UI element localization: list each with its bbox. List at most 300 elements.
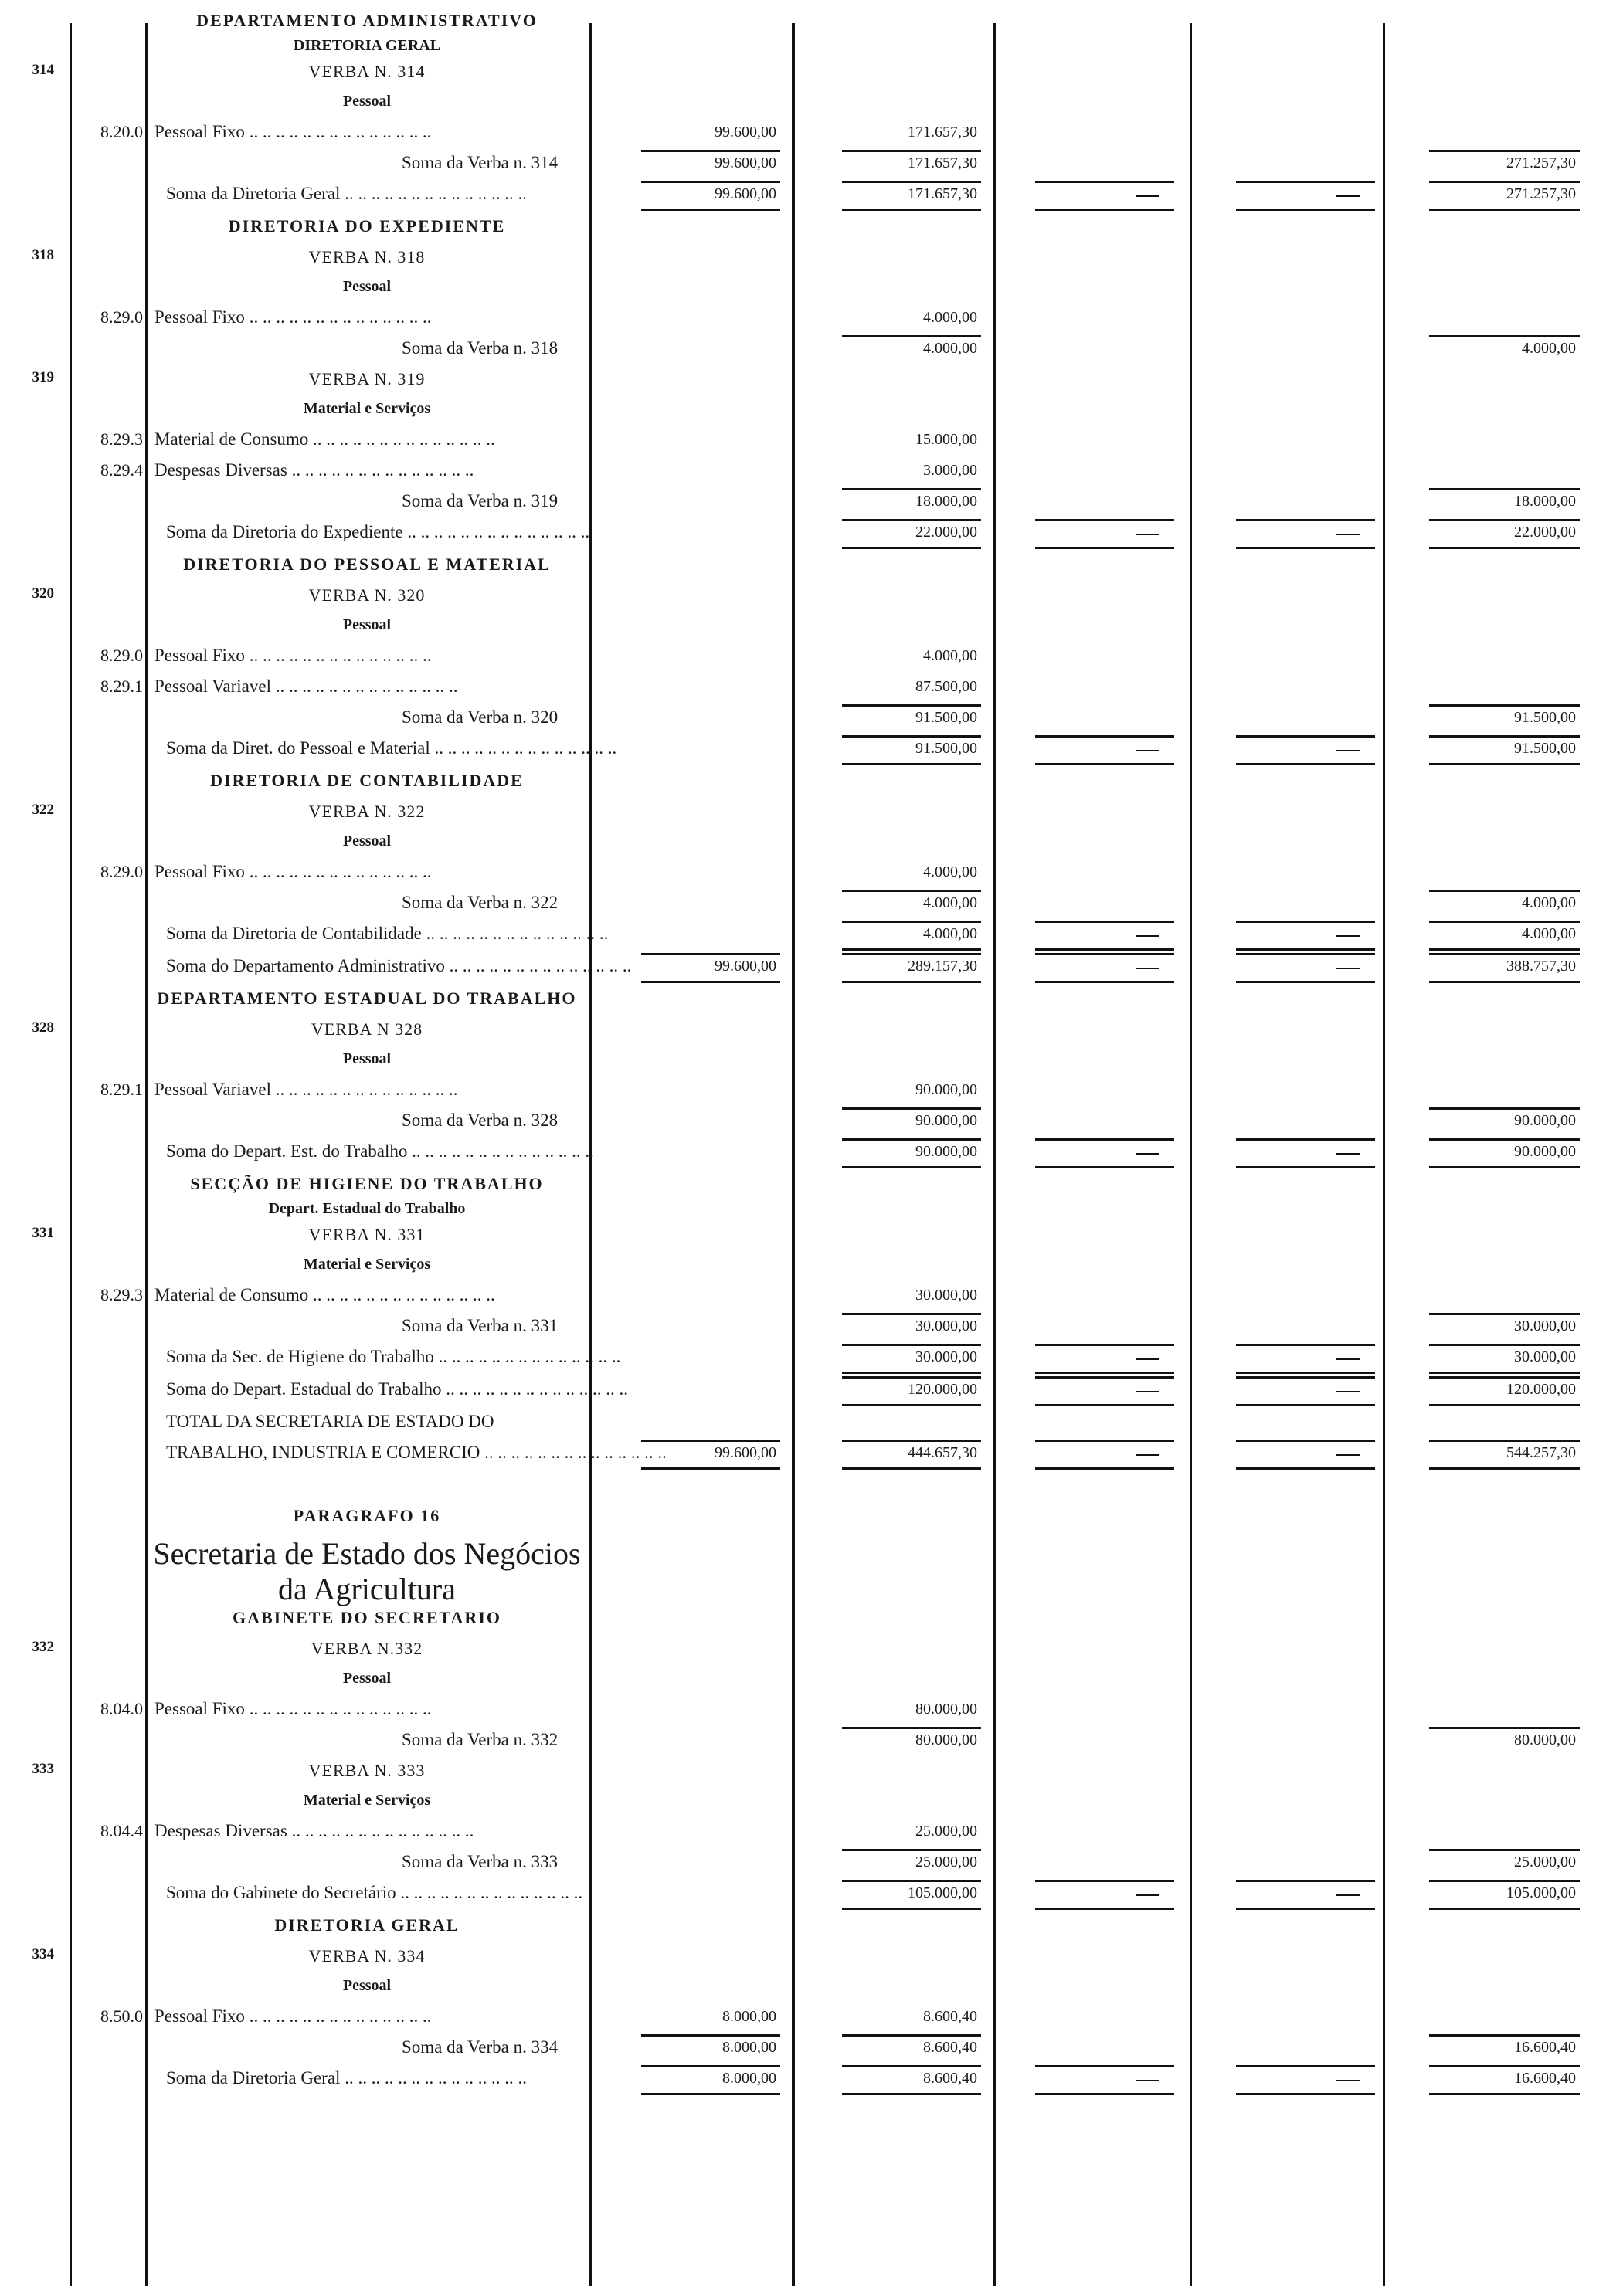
leader-dots: .. .. .. .. .. .. .. .. .. .. .. .. .. ..	[444, 956, 632, 975]
amount-c1: 8.000,00	[722, 2008, 776, 2025]
budget-code: 8.04.0	[100, 1699, 143, 1718]
total-rule	[842, 181, 981, 183]
sum-rule	[842, 335, 981, 337]
description-text: Soma do Depart. Est. do Trabalho	[166, 1141, 408, 1161]
sum-description	[402, 338, 558, 358]
row-spacer	[0, 1472, 1606, 1503]
sum-description	[166, 1443, 667, 1463]
total-rule	[1236, 981, 1375, 983]
total-rule	[1236, 1138, 1375, 1141]
total-rule	[1035, 735, 1174, 738]
total-rule	[1236, 953, 1375, 955]
total-rule	[1035, 1404, 1174, 1406]
sum-rule	[842, 488, 981, 490]
item-description	[154, 1080, 586, 1100]
total-rule	[842, 1467, 981, 1470]
row-item	[0, 2003, 1606, 2034]
item-description	[154, 677, 586, 697]
row-dept	[0, 551, 1606, 582]
description-text: Soma do Gabinete do Secretário	[166, 1883, 396, 1902]
row-sub	[0, 1974, 1606, 2003]
amount-c2: 4.000,00	[923, 863, 977, 880]
total-rule	[1035, 1138, 1174, 1141]
description-text: Pessoal Fixo	[154, 2006, 245, 2026]
description-text: Despesas Diversas	[154, 460, 287, 480]
amount-c2: 80.000,00	[915, 1701, 977, 1718]
verba-number: 318	[32, 247, 54, 263]
row-soma	[0, 335, 1606, 366]
amount-c5: 30.000,00	[1514, 1318, 1576, 1335]
leader-dots: .. .. .. .. .. .. .. .. .. .. .. .. .. ..	[244, 307, 432, 327]
row-verba	[0, 366, 1606, 397]
total-rule	[1035, 1344, 1174, 1346]
sum-description	[402, 491, 558, 511]
row-item	[0, 1818, 1606, 1849]
budget-code: 8.29.1	[100, 1080, 143, 1099]
description-text: Soma da Verba n. 314	[402, 153, 559, 172]
secretariat-title: da Agricultura	[278, 1572, 456, 1606]
verba-number: 322	[32, 802, 54, 818]
row-total	[0, 1376, 1606, 1409]
amount-c2: 289.157,30	[908, 958, 977, 975]
amount-c1: 99.600,00	[715, 1444, 776, 1461]
sum-description	[402, 1730, 558, 1750]
row-sub	[0, 1667, 1606, 1696]
verba-number: 320	[32, 585, 54, 602]
sum-description	[402, 893, 558, 913]
category-heading: Material e Serviços	[303, 400, 431, 417]
amount-c2: 444.657,30	[908, 1444, 977, 1461]
total-rule	[641, 209, 780, 211]
row-item	[0, 426, 1606, 457]
description-text: Soma da Verba n. 334	[402, 2037, 559, 2057]
category-heading: Material e Serviços	[303, 1256, 431, 1273]
nil-dash	[1136, 1391, 1159, 1392]
sum-description	[402, 2037, 558, 2057]
row-total	[0, 2065, 1606, 2098]
sum-rule	[1429, 488, 1580, 490]
nil-dash	[1336, 195, 1360, 197]
amount-c2: 171.657,30	[908, 185, 977, 202]
amount-c5: 271.257,30	[1506, 154, 1576, 171]
nil-dash	[1336, 1894, 1360, 1896]
row-total	[0, 1344, 1606, 1376]
row-total	[0, 953, 1606, 985]
total-rule	[842, 519, 981, 521]
amount-c2: 90.000,00	[915, 1081, 977, 1098]
leader-dots: .. .. .. .. .. .. .. .. .. .. .. .. .. ..	[244, 122, 432, 141]
amount-c2: 171.657,30	[908, 124, 977, 141]
description-text: Soma da Verba n. 331	[402, 1316, 559, 1335]
description-text: Soma da Verba n. 318	[402, 338, 559, 358]
total-rule	[1429, 209, 1580, 211]
sum-description	[402, 1316, 558, 1336]
amount-c5: 90.000,00	[1514, 1112, 1576, 1129]
row-soma	[0, 1313, 1606, 1344]
total-rule	[842, 763, 981, 765]
row-big	[0, 1569, 1606, 1605]
item-description	[154, 2006, 586, 2026]
total-rule	[1035, 953, 1174, 955]
amount-c2: 30.000,00	[915, 1318, 977, 1335]
total-rule	[1035, 181, 1174, 183]
nil-dash	[1336, 1391, 1360, 1392]
row-total	[0, 181, 1606, 213]
total-rule	[1429, 2065, 1580, 2067]
amount-c2: 18.000,00	[915, 493, 977, 510]
category-heading: Pessoal	[342, 1977, 392, 1994]
amount-c2: 15.000,00	[915, 431, 977, 448]
row-verba	[0, 1016, 1606, 1047]
description-text: Soma da Verba n. 332	[402, 1730, 559, 1749]
total-rule	[1429, 1344, 1580, 1346]
row-soma	[0, 704, 1606, 735]
amount-c1: 99.600,00	[715, 185, 776, 202]
total-rule	[842, 2093, 981, 2095]
amount-c5: 30.000,00	[1514, 1348, 1576, 1365]
total-rule	[842, 1138, 981, 1141]
total-rule	[842, 1880, 981, 1882]
secretariat-title: Secretaria de Estado dos Negócios	[153, 1536, 581, 1571]
row-dept	[0, 1605, 1606, 1636]
amount-c1: 8.000,00	[722, 2070, 776, 2087]
section-heading: PARAGRAFO 16	[293, 1506, 441, 1525]
amount-c5: 271.257,30	[1506, 185, 1576, 202]
verba-heading: VERBA N. 314	[308, 62, 426, 81]
nil-dash	[1336, 534, 1360, 535]
total-rule	[1035, 547, 1174, 549]
total-rule	[1429, 953, 1580, 955]
sum-description	[402, 707, 558, 727]
row-sub	[0, 1253, 1606, 1282]
budget-code: 8.20.0	[100, 122, 143, 141]
sum-rule	[842, 890, 981, 892]
amount-c2: 80.000,00	[915, 1731, 977, 1748]
amount-c2: 8.600,40	[923, 2070, 977, 2087]
amount-c2: 25.000,00	[915, 1823, 977, 1840]
row-sub2	[0, 1202, 1606, 1222]
description-text: Soma da Verba n. 328	[402, 1111, 559, 1130]
amount-c5: 80.000,00	[1514, 1731, 1576, 1748]
amount-c5: 4.000,00	[1522, 340, 1576, 357]
verba-heading: VERBA N. 318	[308, 247, 426, 266]
total-rule	[1429, 1138, 1580, 1141]
total-rule	[1236, 181, 1375, 183]
section-heading: DIRETORIA DE CONTABILIDADE	[210, 771, 524, 790]
leader-dots: .. .. .. .. .. .. .. .. .. .. .. .. .. ..	[287, 460, 474, 480]
row-verba	[0, 1943, 1606, 1974]
total-rule	[842, 921, 981, 923]
total-rule	[1429, 735, 1580, 738]
leader-dots: .. .. .. .. .. .. .. .. .. .. .. .. .. ..	[244, 862, 432, 881]
description-text: Pessoal Variavel	[154, 677, 271, 696]
amount-c5: 4.000,00	[1522, 894, 1576, 911]
row-item	[0, 1282, 1606, 1313]
verba-heading: VERBA N. 320	[308, 585, 426, 605]
section-subheading: DIRETORIA GERAL	[293, 37, 441, 54]
row-verba	[0, 59, 1606, 90]
amount-c5: 91.500,00	[1514, 740, 1576, 757]
total-rule	[1429, 948, 1580, 951]
category-heading: Pessoal	[342, 616, 392, 633]
nil-dash	[1336, 1454, 1360, 1456]
description-text: Soma da Verba n. 333	[402, 1852, 559, 1871]
description-text: Despesas Diversas	[154, 1821, 287, 1840]
item-description	[154, 646, 586, 666]
row-verba	[0, 582, 1606, 613]
total-rule	[1429, 519, 1580, 521]
description-text: Soma da Sec. de Higiene do Trabalho	[166, 1347, 434, 1366]
item-description	[154, 862, 586, 882]
amount-c5: 25.000,00	[1514, 1853, 1576, 1870]
row-verba	[0, 1758, 1606, 1789]
total-rule	[1236, 519, 1375, 521]
row-item	[0, 304, 1606, 335]
total-rule	[842, 981, 981, 983]
total-rule	[842, 1166, 981, 1168]
row-dept	[0, 985, 1606, 1016]
total-rule	[842, 1440, 981, 1442]
sum-rule	[641, 150, 780, 152]
total-rule	[1236, 1908, 1375, 1910]
row-sub	[0, 90, 1606, 119]
total-rule	[1429, 1166, 1580, 1168]
sum-description	[402, 1111, 558, 1131]
budget-code: 8.29.3	[100, 429, 143, 449]
verba-number: 328	[32, 1019, 54, 1036]
nil-dash	[1136, 750, 1159, 751]
amount-c1: 99.600,00	[715, 124, 776, 141]
sum-rule	[842, 704, 981, 707]
amount-c2: 8.600,40	[923, 2008, 977, 2025]
amount-c1: 8.000,00	[722, 2039, 776, 2056]
row-total	[0, 1440, 1606, 1472]
total-rule	[1429, 1376, 1580, 1379]
row-verba	[0, 1636, 1606, 1667]
budget-code: 8.04.4	[100, 1821, 143, 1840]
description-text: Soma da Verba n. 320	[402, 707, 559, 727]
leader-dots: .. .. .. .. .. .. .. .. .. .. .. .. .. ..	[287, 1821, 474, 1840]
amount-c1: 99.600,00	[715, 958, 776, 975]
total-rule	[641, 2093, 780, 2095]
sum-rule	[1429, 1313, 1580, 1315]
total-rule	[641, 2065, 780, 2067]
sum-description	[166, 1141, 594, 1162]
nil-dash	[1136, 1358, 1159, 1360]
description-text: Soma da Diretoria de Contabilidade	[166, 924, 422, 943]
description-text: Material de Consumo	[154, 1285, 309, 1304]
verba-number: 333	[32, 1761, 54, 1777]
sum-description	[166, 1347, 621, 1367]
row-sub	[0, 829, 1606, 859]
total-rule	[1236, 547, 1375, 549]
amount-c5: 18.000,00	[1514, 493, 1576, 510]
amount-c2: 4.000,00	[923, 925, 977, 942]
sum-rule	[842, 1849, 981, 1851]
total-rule	[1035, 921, 1174, 923]
total-rule	[1429, 921, 1580, 923]
total-rule	[1236, 948, 1375, 951]
sum-description	[166, 738, 617, 758]
total-rule	[1035, 1166, 1174, 1168]
total-rule	[1429, 1404, 1580, 1406]
amount-c2: 3.000,00	[923, 462, 977, 479]
section-heading: DEPARTAMENTO ADMINISTRATIVO	[196, 11, 538, 30]
total-rule	[1236, 1372, 1375, 1374]
row-item	[0, 119, 1606, 150]
sum-rule	[1429, 2034, 1580, 2037]
sum-rule	[842, 1727, 981, 1729]
row-item	[0, 1077, 1606, 1107]
description-text: Pessoal Variavel	[154, 1080, 271, 1099]
leader-dots: .. .. .. .. .. .. .. .. .. .. .. .. .. ..	[433, 1347, 621, 1366]
row-dept	[0, 1171, 1606, 1202]
section-heading: DIRETORIA DO EXPEDIENTE	[228, 216, 506, 236]
total-rule	[1236, 1404, 1375, 1406]
description-text: TOTAL DA SECRETARIA DE ESTADO DO	[166, 1412, 494, 1431]
row-soma	[0, 150, 1606, 181]
amount-c2: 4.000,00	[923, 647, 977, 664]
description-text: Material de Consumo	[154, 429, 309, 449]
row-item	[0, 457, 1606, 488]
total-rule	[1035, 1467, 1174, 1470]
nil-dash	[1336, 1153, 1360, 1155]
sum-rule	[842, 1313, 981, 1315]
total-rule	[1429, 1908, 1580, 1910]
budget-code: 8.29.0	[100, 307, 143, 327]
verba-heading: VERBA N.332	[311, 1639, 423, 1658]
row-dept	[0, 1912, 1606, 1943]
category-heading: Pessoal	[342, 1050, 392, 1067]
sum-rule	[1429, 335, 1580, 337]
total-rule	[641, 981, 780, 983]
sum-rule	[1429, 1849, 1580, 1851]
sum-rule	[1429, 1107, 1580, 1110]
sum-description	[166, 1379, 628, 1399]
total-rule	[842, 735, 981, 738]
category-heading: Pessoal	[342, 1670, 392, 1687]
total-rule	[1035, 519, 1174, 521]
verba-number: 332	[32, 1639, 54, 1655]
nil-dash	[1136, 195, 1159, 197]
amount-c2: 91.500,00	[915, 740, 977, 757]
amount-c2: 91.500,00	[915, 709, 977, 726]
total-rule	[842, 209, 981, 211]
leader-dots: .. .. .. .. .. .. .. .. .. .. .. .. .. ..	[270, 677, 458, 696]
total-rule	[1236, 2065, 1375, 2067]
description-text: Soma da Diretoria do Expediente	[166, 522, 403, 541]
total-rule	[842, 547, 981, 549]
row-item	[0, 1696, 1606, 1727]
category-heading: Pessoal	[342, 93, 392, 110]
row-sub	[0, 1047, 1606, 1077]
description-text: Soma da Verba n. 322	[402, 893, 559, 912]
section-heading: DEPARTAMENTO ESTADUAL DO TRABALHO	[157, 989, 577, 1008]
row-verba	[0, 1222, 1606, 1253]
section-heading: DIRETORIA GERAL	[274, 1915, 460, 1935]
amount-c2: 87.500,00	[915, 678, 977, 695]
verba-number: 331	[32, 1225, 54, 1241]
leader-dots: .. .. .. .. .. .. .. .. .. .. .. .. .. ..	[244, 646, 432, 665]
total-rule	[1429, 181, 1580, 183]
row-soma	[0, 1107, 1606, 1138]
leader-dots: .. .. .. .. .. .. .. .. .. .. .. .. .. ..	[308, 429, 495, 449]
sum-description	[166, 924, 609, 944]
total-rule	[1429, 763, 1580, 765]
budget-code: 8.29.1	[100, 677, 143, 696]
nil-dash	[1336, 750, 1360, 751]
sum-description	[166, 1412, 494, 1432]
total-rule	[1429, 1880, 1580, 1882]
row-soma	[0, 1849, 1606, 1880]
amount-c2: 105.000,00	[908, 1884, 977, 1901]
section-heading: GABINETE DO SECRETARIO	[233, 1608, 501, 1627]
total-rule	[1236, 1376, 1375, 1379]
total-rule	[1035, 948, 1174, 951]
budget-code: 8.50.0	[100, 2006, 143, 2026]
amount-c2: 90.000,00	[915, 1112, 977, 1129]
sum-description	[166, 522, 590, 542]
nil-dash	[1336, 1358, 1360, 1360]
total-rule	[1236, 921, 1375, 923]
sum-rule	[1429, 890, 1580, 892]
description-text: Pessoal Fixo	[154, 307, 245, 327]
total-rule	[842, 1376, 981, 1379]
row-plain	[0, 1409, 1606, 1440]
total-rule	[1236, 1440, 1375, 1442]
row-total	[0, 519, 1606, 551]
description-text: Pessoal Fixo	[154, 122, 245, 141]
row-dept	[0, 768, 1606, 799]
amount-c5: 544.257,30	[1506, 1444, 1576, 1461]
row-total	[0, 921, 1606, 953]
row-item	[0, 643, 1606, 673]
item-description	[154, 307, 586, 327]
total-rule	[1035, 2065, 1174, 2067]
row-soma	[0, 1727, 1606, 1758]
total-rule	[1236, 2093, 1375, 2095]
sum-rule	[842, 150, 981, 152]
nil-dash	[1136, 935, 1159, 937]
amount-c2: 22.000,00	[915, 524, 977, 541]
total-rule	[1429, 1467, 1580, 1470]
verba-heading: VERBA N 328	[311, 1019, 423, 1039]
total-rule	[842, 1372, 981, 1374]
amount-c2: 8.600,40	[923, 2039, 977, 2056]
total-rule	[1035, 763, 1174, 765]
nil-dash	[1336, 2080, 1360, 2081]
item-description	[154, 1821, 586, 1841]
total-rule	[842, 953, 981, 955]
total-rule	[1429, 547, 1580, 549]
sum-description	[166, 2068, 586, 2088]
verba-heading: VERBA N. 322	[308, 802, 426, 821]
total-rule	[1429, 1440, 1580, 1442]
total-rule	[1035, 1372, 1174, 1374]
total-rule	[641, 953, 780, 955]
total-rule	[1035, 209, 1174, 211]
sum-description	[166, 956, 632, 976]
leader-dots: .. .. .. .. .. .. .. .. .. .. .. .. .. ..	[480, 1443, 667, 1462]
verba-number: 334	[32, 1946, 54, 1962]
total-rule	[842, 1404, 981, 1406]
item-description	[154, 429, 586, 449]
sum-rule	[842, 1107, 981, 1110]
amount-c5: 22.000,00	[1514, 524, 1576, 541]
section-subheading: Depart. Estadual do Trabalho	[268, 1200, 466, 1217]
amount-c2: 171.657,30	[908, 154, 977, 171]
amount-c5: 120.000,00	[1506, 1381, 1576, 1398]
